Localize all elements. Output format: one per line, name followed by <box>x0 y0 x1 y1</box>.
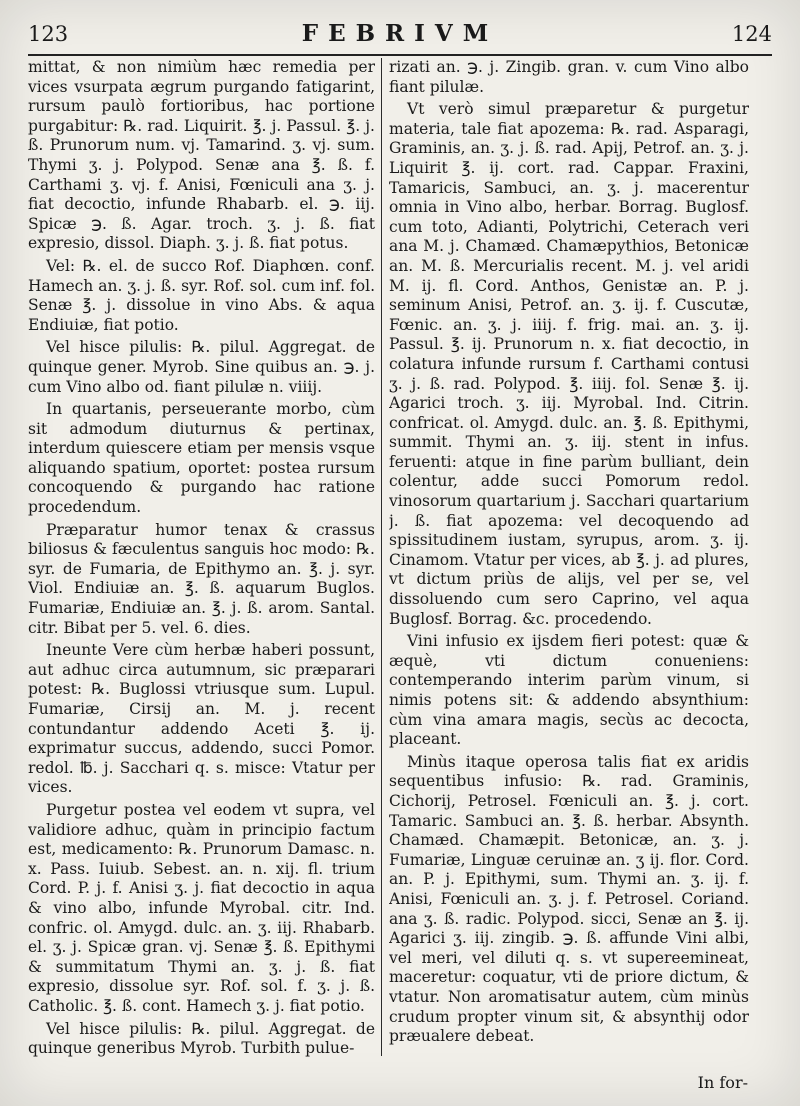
running-title: FEBRIVM <box>301 20 499 47</box>
paragraph: Vini infusio ex ijsdem fieri potest: quæ & æquè, vti dictum conueniens: contemperando interim parùm vinum, si nimis potens sit: & addendo absynthium: cùm vina amara magis, secùs ac decocta, placeant. <box>389 632 749 749</box>
left-column <box>28 58 375 1062</box>
page-number-right: 124 <box>731 22 772 46</box>
paragraph: Vt verò simul præparetur & purgetur materia, tale fiat apozema: ℞. rad. Asparagi, Graminis, an. ʒ. j. ß. rad. Apij, Petrof. an. ʒ. j. Liquirit ℥. ij. cort. rad. Cappar. Fraxini, Tamaricis, Sambuci, an. ʒ. j. macerentur omnia in Vino albo, herbar. Borrag. Buglosf. cum toto, Adianti, Polytrichi, Ceterach veri ana M. j. Chamæd. Chamæpythios, Betonicæ an. M. ß. Mercurialis recent. M. j. vel aridi M. ij. fl. Cord. Anthos, Genistæ an. P. j. seminum Anisi, Petrof. an. ʒ. ij. f. Cuscutæ, Fœnic. an. ʒ. j. iiij. f. frig. mai. an. ʒ. ij. Passul. ℥. ij. Prunorum n. x. fiat decoctio, in colatura infunde rursum f. Carthami contusi ʒ. j. ß. rad. Polypod. ℥. iiij. fol. Senæ ℥. ij. Agarici troch. ʒ. iij. Myrobal. Ind. Citrin. confricat. ol. Amygd. dulc. an. ℥. ß. Epithymi, summit. Thymi an. ʒ. iij. stent in infus. feruenti: atque in fine parùm bulliant, dein colentur, adde succi Pomorum redol. vinosorum quartarium j. Sacchari quartarium j. ß. fiat apozema: vel decoquendo ad spissitudinem iustam, syrupus, arom. ʒ. ij. Cinamom. Vtatur per vices, ab ℥. j. ad plures, vt dictum priùs de alijs, vel per se, vel dissoluendo cum sero Caprino, vel aqua Buglosf. Borrag. &c. procedendo. <box>389 100 749 628</box>
catchword: In for- <box>697 1073 748 1092</box>
paragraph: Ineunte Vere cùm herbæ haberi possunt, aut adhuc circa autumnum, sic præparari potest: ℞. Buglossi vtriusque sum. Lupul. Fumariæ, Cirsij an. M. j. recent contundantur addendo Aceti ℥. ij. exprimatur succus, addendo, succi Pomor. redol. ℔. j. Sacchari q. s. misce: Vtatur per vices. <box>28 641 375 797</box>
paragraph: rizati an. ℈. j. Zingib. gran. v. cum Vino albo fiant pilulæ. <box>389 58 749 96</box>
paragraph: Minùs itaque operosa talis fiat ex aridis sequentibus infusio: ℞. rad. Graminis, Cichorij, Petrosel. Fœniculi an. ℥. j. cort. Tamaric. Sambuci an. ℥. ß. herbar. Absynth. Chamæd. Chamæpit. Betonicæ, an. ʒ. j. Fumariæ, Linguæ ceruinæ an. ʒ ij. flor. Cord. an. P. j. Epithymi, sum. Thymi an. ʒ. ij. f. Anisi, Fœniculi an. ʒ. j. f. Petrosel. Coriand. ana ʒ. ß. radic. Polypod. sicci, Senæ an ℥. ij. Agarici ʒ. iij. zingib. ℈. ß. affunde Vini albi, vel meri, vel diluti q. s. vt supereemineat, maceretur: coquatur, vti de priore dictum, & vtatur. Non aromatisatur autem, cùm minùs crudum propter vinum sit, & absynthij odor præualere debeat. <box>389 752 749 1046</box>
paragraph: Vel: ℞. el. de succo Rof. Diaphœn. conf. Hamech an. ʒ. j. ß. syr. Rof. sol. cum inf. fol. Senæ ℥. j. dissolue in vino Abs. & aqua Endiuiæ, fiat potio. <box>28 256 375 334</box>
paragraph: Vel hisce pilulis: ℞. pilul. Aggregat. de quinque gener. Myrob. Sine quibus an. ℈. j. cum Vino albo od. fiant pilulæ n. viiij. <box>28 338 375 396</box>
paragraph: mittat, & non nimiùm hæc remedia per vices vsurpata ægrum purgando fatigarint, rursum paulò fortioribus, hac portione purgabitur: ℞. rad. Liquirit. ℥. j. Passul. ℥. j. ß. Prunorum num. vj. Tamarind. ʒ. vj. sum. Thymi ʒ. j. Polypod. Senæ ana ℥. ß. f. Carthami ʒ. vj. f. Anisi, Fœniculi ana ʒ. j. fiat decoctio, infunde Rhabarb. el. ℈. iij. Spicæ ℈. ß. Agar. troch. ʒ. j. ß. fiat expresio, dissol. Diaph. ʒ. j. ß. fiat potus. <box>28 58 375 253</box>
column-divider <box>381 58 382 1056</box>
right-column <box>389 58 749 1062</box>
paragraph: In quartanis, perseuerante morbo, cùm sit admodum diuturnus & pertinax, interdum quiescere etiam per mensis vsque aliquando spatium, oportet: postea rursum concoquendo & purgando hac ratione procedendum. <box>28 400 375 517</box>
paragraph: Præparatur humor tenax & crassus biliosus & fæculentus sanguis hoc modo: ℞. syr. de Fumaria, de Epithymo an. ℥. j. syr. Viol. Endiuiæ an. ℥. ß. aquarum Buglos. Fumariæ, Endiuiæ an. ℥. j. ß. arom. Santal. citr. Bibat per 5. vel. 6. dies. <box>28 520 375 637</box>
paragraph: Purgetur postea vel eodem vt supra, vel validiore adhuc, quàm in principio factum est, medicamento: ℞. Prunorum Damasc. n. x. Pass. Iuiub. Sebest. an. n. xij. fl. trium Cord. P. j. f. Anisi ʒ. j. fiat decoctio in aqua & vino albo, infunde Myrobal. citr. Ind. confric. ol. Amygd. dulc. an. ʒ. iij. Rhabarb. el. ʒ. j. Spicæ gran. vj. Senæ ℥. ß. Epithymi & summitatum Thymi an. ʒ. j. ß. fiat expresio, dissolue syr. Rof. sol. f. ʒ. j. ß. Catholic. ℥. ß. cont. Hamech ʒ. j. fiat potio. <box>28 800 375 1015</box>
paragraph: Vel hisce pilulis: ℞. pilul. Aggregat. de quinque generibus Myrob. Turbith pulue- <box>28 1019 375 1058</box>
running-header <box>28 18 772 56</box>
page-number-left: 123 <box>28 22 69 46</box>
